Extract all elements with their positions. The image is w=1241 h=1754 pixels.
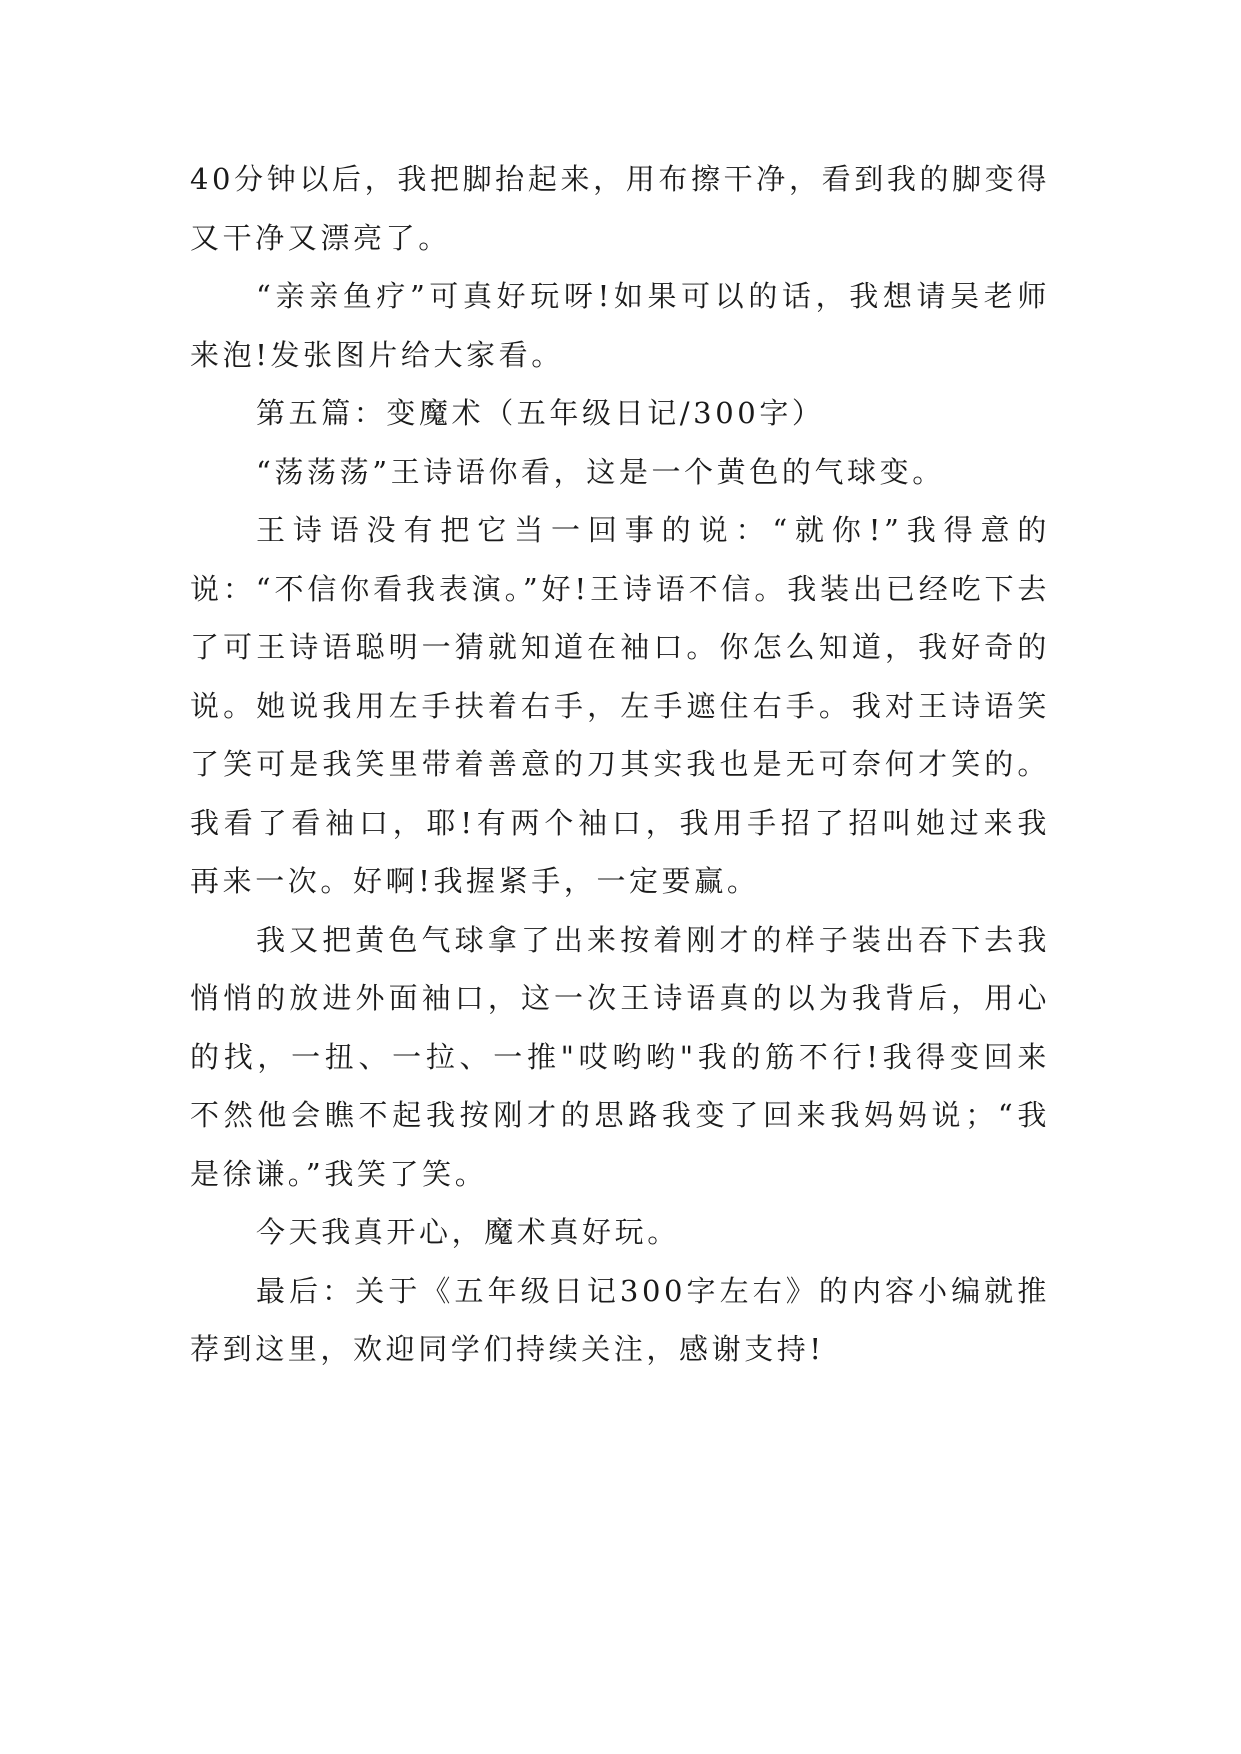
- paragraph-4: “荡荡荡”王诗语你看，这是一个黄色的气球变。: [256, 454, 945, 489]
- paragraph-1: 40分钟以后，我把脚抬起来，用布擦干净，看到我的脚变得又干净又漂亮了。: [190, 162, 1050, 255]
- document-body: [190, 150, 1050, 1379]
- paragraph-5: 王诗语没有把它当一回事的说：“就你!”我得意的说：“不信你看我表演。”好!王诗语不信。我装出已经吃下去了可王诗语聪明一猜就知道在袖口。你怎么知道，我好奇的说。她说我用左手扶着右手，左手遮住右手。我对王诗语笑了笑可是我笑里带着善意的刀其实我也是无可奈何才笑的。我看了看袖口，耶!有两个袖口，我用手招了招叫她过来我再来一次。好啊!我握紧手，一定要赢。: [190, 513, 1050, 898]
- closing-paragraph: 最后：关于《五年级日记300字左右》的内容小编就推荐到这里，欢迎同学们持续关注，感谢支持!: [190, 1273, 1050, 1366]
- paragraph-6: 我又把黄色气球拿了出来按着刚才的样子装出吞下去我悄悄的放进外面袖口，这一次王诗语真的以为我背后，用心的找，一扭、一拉、一推"哎哟哟"我的筋不行!我得变回来不然他会瞧不起我按刚才的思路我变了回来我妈妈说；“我是徐谦。”我笑了笑。: [190, 922, 1050, 1191]
- section-heading: 第五篇：变魔术（五年级日记/300字）: [256, 396, 825, 430]
- paragraph-2: “亲亲鱼疗”可真好玩呀!如果可以的话，我想请吴老师来泡!发张图片给大家看。: [190, 279, 1050, 372]
- paragraph-7: 今天我真开心，魔术真好玩。: [256, 1215, 680, 1249]
